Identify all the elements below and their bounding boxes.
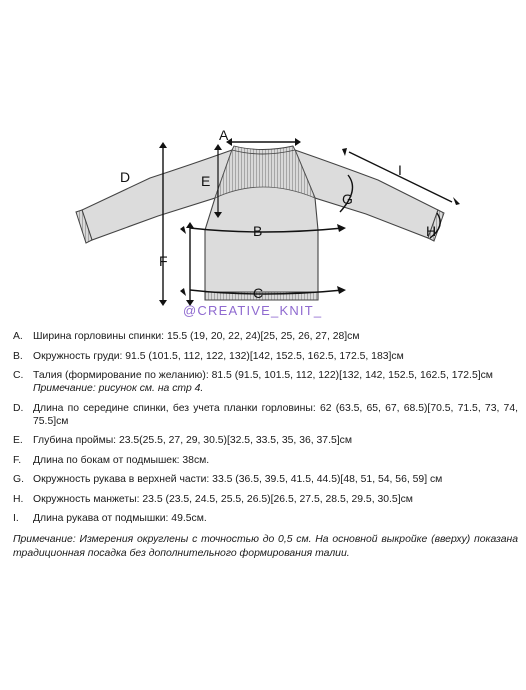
watermark: @CREATIVE_KNIT_ xyxy=(183,303,323,318)
item-key: A. xyxy=(13,331,23,342)
item-text: Длина по бокам от подмышек: 38см. xyxy=(33,454,210,466)
list-item xyxy=(13,434,518,447)
list-item xyxy=(13,402,518,428)
list-item xyxy=(13,493,518,506)
label-a: A xyxy=(219,127,229,143)
item-text: Окружность манжеты: 23.5 (23.5, 24.5, 25.5, 26.5)[26.5, 27.5, 28.5, 29.5, 30.5]см xyxy=(33,493,413,505)
item-key: B. xyxy=(13,350,23,362)
label-f: F xyxy=(159,253,168,269)
label-g: G xyxy=(342,191,353,207)
item-text: Ширина горловины спинки: 15.5 (19, 20, 22, 24)[25, 25, 26, 27, 28]см xyxy=(33,331,360,342)
item-key: D. xyxy=(13,402,24,414)
list-item xyxy=(13,512,518,525)
label-h: H xyxy=(426,223,437,239)
item-key: H. xyxy=(13,493,24,505)
list-item xyxy=(13,454,518,467)
item-key: G. xyxy=(13,474,24,485)
list-item xyxy=(13,369,518,395)
label-i: I xyxy=(398,162,402,178)
item-text: Глубина проймы: 23.5(25.5, 27, 29, 30.5)[32.5, 33.5, 35, 36, 37.5]см xyxy=(33,435,352,446)
item-text: Окружность рукава в верхней части: 33.5 (36.5, 39.5, 41.5, 44.5)[48, 51, 54, 56, 59] см xyxy=(33,474,443,485)
item-text-wrap xyxy=(33,369,518,395)
item-subnote: Примечание: рисунок см. на стр 4. xyxy=(33,383,204,394)
label-c: C xyxy=(253,285,264,301)
list-item xyxy=(13,350,518,363)
label-d: D xyxy=(120,169,131,185)
item-text: Длина по середине спинки, без учета планки горловины: 62 (63.5, 65, 67, 68.5)[70.5, 71.5, 73, 74, 75.5]см xyxy=(33,402,518,427)
item-key: C. xyxy=(13,370,24,381)
list-item xyxy=(13,330,518,343)
footnote: Примечание: Измерения округлены с точностью до 0,5 см. На основной выкройке (вверху) показана традиционная посадка без дополнительного формирования талии. xyxy=(13,534,518,559)
label-e: E xyxy=(201,173,211,189)
label-b: B xyxy=(253,223,263,239)
measurements-list xyxy=(13,330,518,532)
item-key: I. xyxy=(13,513,19,524)
item-text: Длина рукава от подмышки: 49.5см. xyxy=(33,513,207,524)
item-key: F. xyxy=(13,454,22,466)
item-text: Окружность груди: 91.5 (101.5, 112, 122, 132)[142, 152.5, 162.5, 172.5, 183]см xyxy=(33,350,404,362)
item-key: E. xyxy=(13,435,23,446)
item-text: Талия (формирование по желанию): 81.5 (91.5, 101.5, 112, 122)[132, 142, 152.5, 162.5, 172.5]см xyxy=(33,370,493,381)
sweater-schematic xyxy=(0,0,526,325)
list-item xyxy=(13,473,518,486)
